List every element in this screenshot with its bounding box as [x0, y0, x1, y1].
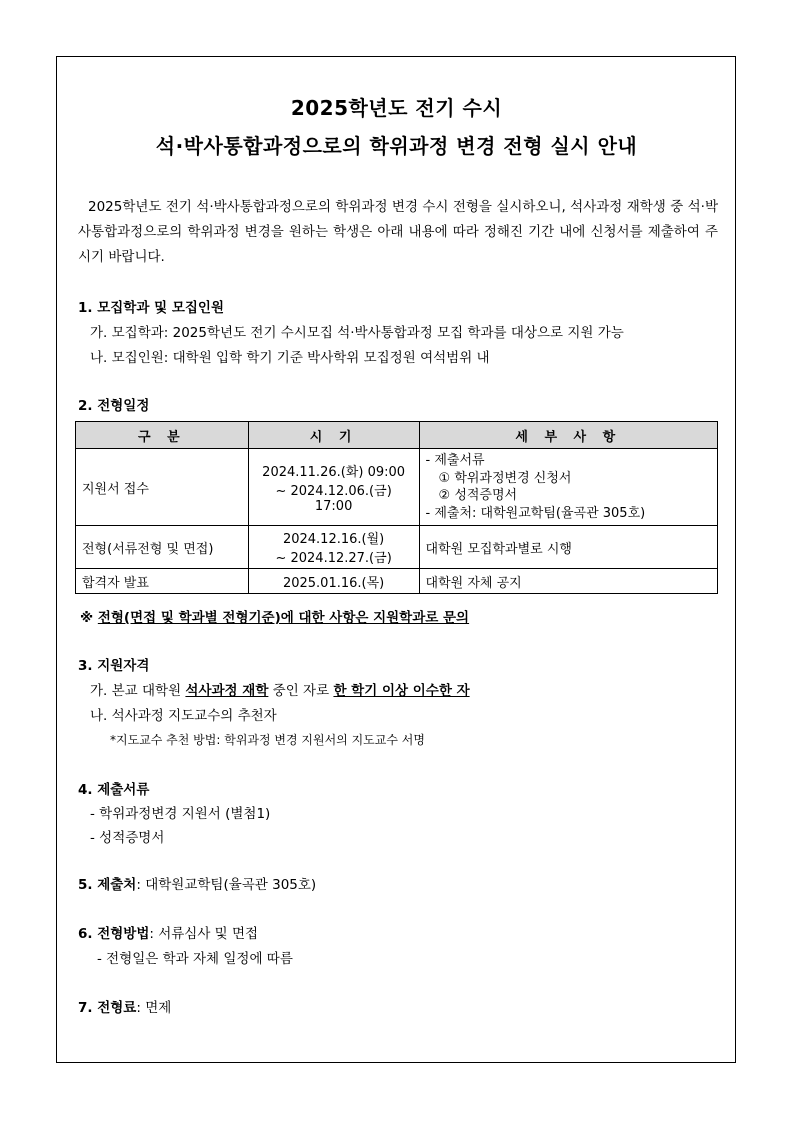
- section3-heading: 3. 지원자격: [78, 658, 150, 674]
- table-row: [76, 569, 718, 594]
- row2-date1: 2024.12.16.(월): [282, 532, 385, 547]
- header-category: 구 분: [76, 422, 249, 449]
- section3-item-b: 나. 석사과정 지도교수의 추천자: [90, 708, 277, 724]
- intro-paragraph: 2025학년도 전기 석·박사통합과정으로의 학위과정 변경 수시 전형을 실시하오니, 석사과정 재학생 중 석·박사통합과정으로의 학위과정 변경을 원하는 학생은 아래 내용에 따라 정해진 기간 내에 신청서를 제출하여 주시기 바랍니다.: [78, 199, 718, 265]
- section5: [78, 873, 316, 893]
- section3-item-a: [90, 679, 470, 699]
- table-row: [76, 526, 718, 569]
- section3-note: *지도교수 추천 방법: 학위과정 변경 지원서의 지도교수 서명: [110, 733, 425, 747]
- row2-label: 전형(서류전형 및 면접): [76, 526, 249, 569]
- schedule-table: [75, 421, 718, 594]
- section3-a-middle: 중인 자로: [272, 683, 330, 699]
- row2-date2: ~ 2024.12.27.(금): [275, 551, 392, 566]
- section7-heading: 7. 전형료: [78, 1000, 137, 1016]
- row2-period: [248, 526, 419, 569]
- section7: [78, 996, 171, 1016]
- section6-heading: 6. 전형방법: [78, 926, 150, 942]
- section4-item-b: - 성적증명서: [90, 830, 165, 846]
- section6-sub: - 전형일은 학과 자체 일정에 따름: [97, 951, 293, 967]
- row1-date1: 2024.11.26.(화) 09:00: [262, 464, 406, 480]
- row1-detail3: ② 성적증명서: [438, 488, 518, 503]
- table-row: [76, 449, 718, 526]
- section6-value: : 서류심사 및 면접: [149, 926, 259, 942]
- row1-label: 지원서 접수: [76, 449, 249, 526]
- section4-heading: 4. 제출서류: [78, 782, 150, 798]
- section3-a-emphasis2: 한 학기 이상 이수한 자: [333, 683, 470, 699]
- row2-detail: 대학원 모집학과별로 시행: [419, 526, 717, 569]
- section1-item-a: 가. 모집학과: 2025학년도 전기 수시모집 석·박사통합과정 모집 학과를 대상으로 지원 가능: [90, 325, 624, 341]
- section2-note: [80, 606, 469, 626]
- row1-period: [248, 449, 419, 526]
- section5-value: : 대학원교학팀(율곡관 305호): [136, 877, 317, 893]
- header-period: 시 기: [248, 422, 419, 449]
- table-header-row: [76, 422, 718, 449]
- section2-heading: 2. 전형일정: [78, 398, 150, 414]
- row1-date2: ~ 2024.12.06.(금) 17:00: [275, 483, 392, 514]
- section4-item-a: - 학위과정변경 지원서 (별첨1): [90, 806, 271, 822]
- section3-a-prefix: 가. 본교 대학원: [90, 683, 182, 699]
- note-text: 전형(면접 및 학과별 전형기준)에 대한 사항은 지원학과로 문의: [97, 610, 470, 626]
- section1-item-b: 나. 모집인원: 대학원 입학 학기 기준 박사학위 모집정원 여석범위 내: [90, 350, 490, 366]
- section3-a-emphasis1: 석사과정 재학: [185, 683, 269, 699]
- section7-value: : 면제: [136, 1000, 172, 1016]
- row3-date: 2025.01.16.(목): [248, 569, 419, 594]
- row1-details: [419, 449, 717, 526]
- row3-label: 합격자 발표: [76, 569, 249, 594]
- row3-detail: 대학원 자체 공지: [419, 569, 717, 594]
- row1-detail2: ① 학위과정변경 신청서: [438, 470, 572, 486]
- section1-heading: 1. 모집학과 및 모집인원: [78, 300, 224, 316]
- section6: [78, 922, 258, 942]
- section5-heading: 5. 제출처: [78, 877, 137, 893]
- title-line2: 석·박사통합과정으로의 학위과정 변경 전형 실시 안내: [155, 134, 638, 158]
- row1-detail4: - 제출처: 대학원교학팀(율곡관 305호): [425, 505, 646, 521]
- header-details: 세 부 사 항: [419, 422, 717, 449]
- note-mark: ※: [80, 610, 94, 626]
- title-line1: 2025학년도 전기 수시: [290, 96, 503, 120]
- row1-detail1: - 제출서류: [425, 453, 485, 468]
